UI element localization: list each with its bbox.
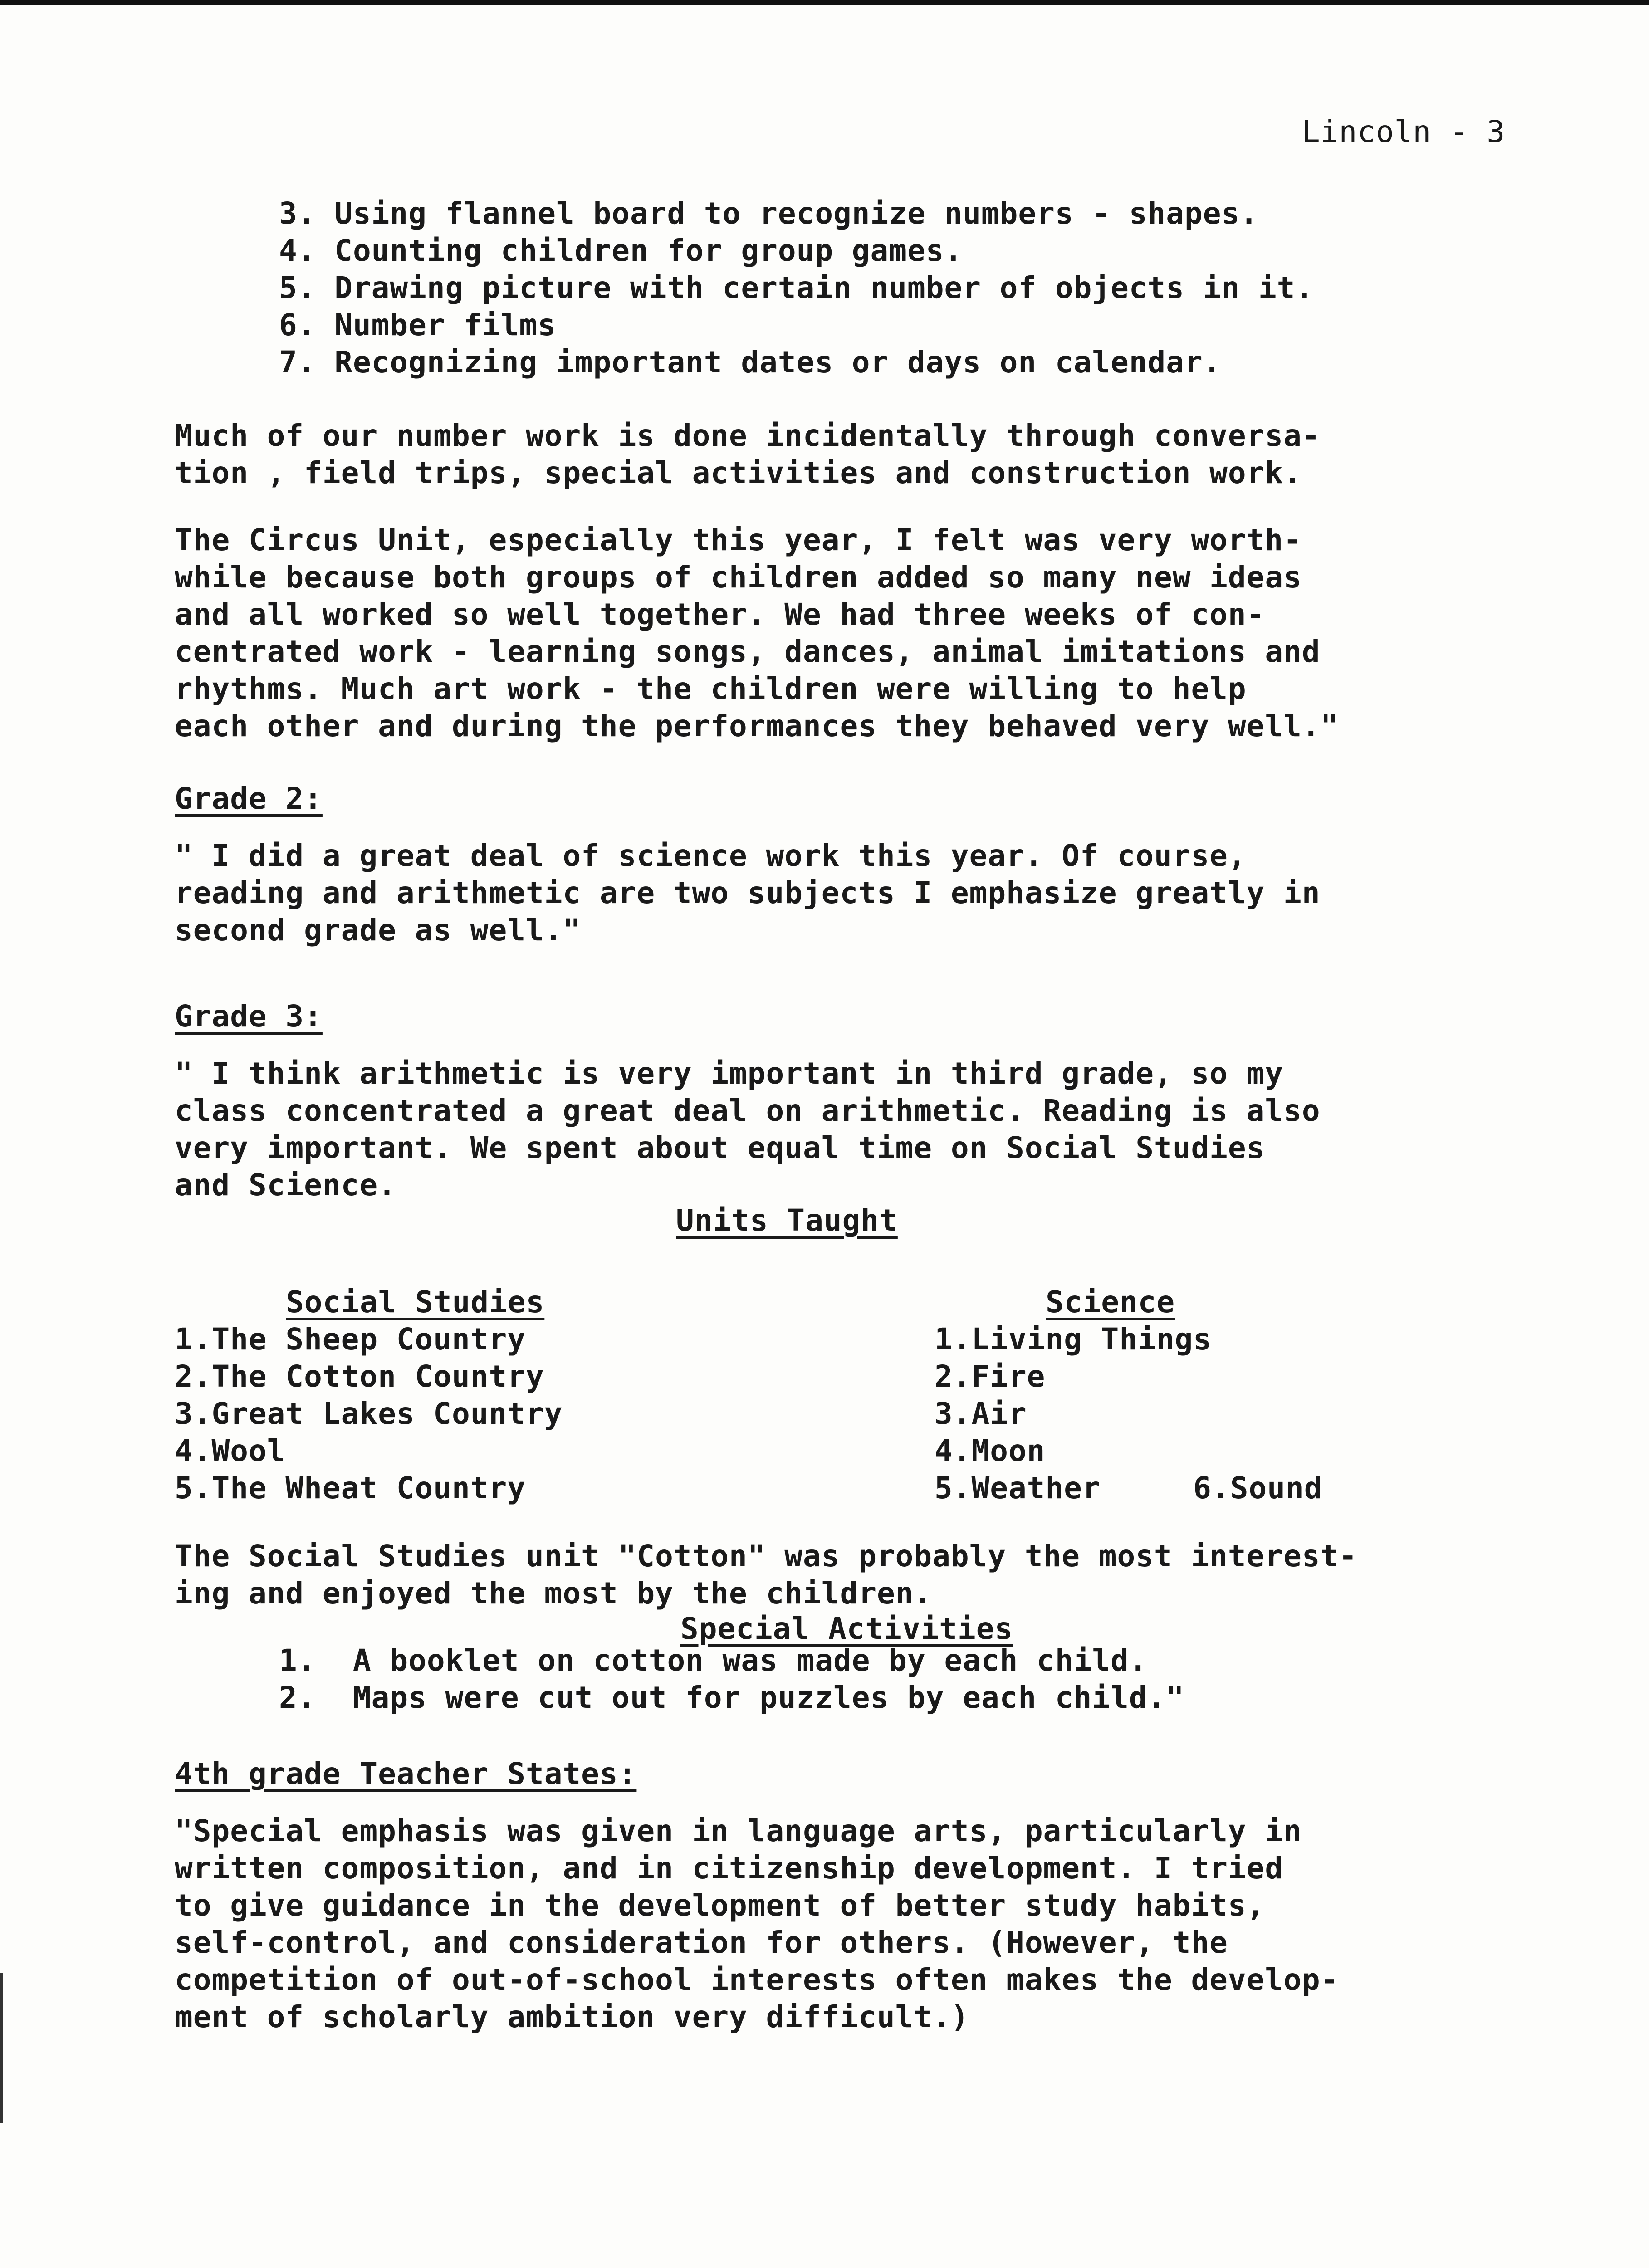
text-line: while because both groups of children added so many new ideas — [175, 560, 1302, 595]
text-line: rhythms. Much art work - the children were willing to help — [175, 671, 1247, 706]
text-line: The Social Studies unit "Cotton" was probably the most interest- — [175, 1539, 1358, 1574]
text-line: very important. We spent about equal time on Social Studies — [175, 1130, 1265, 1165]
text-line: competition of out-of-school interests often makes the develop- — [175, 1962, 1339, 1997]
special-activities-list — [279, 1642, 1184, 1716]
list-item: 2.The Cotton Country — [175, 1359, 544, 1394]
list-item: 3.Air — [935, 1396, 1027, 1431]
list-item: 5.Weather 6.Sound — [935, 1471, 1323, 1505]
list-item: 1. A booklet on cotton was made by each child. — [279, 1643, 1148, 1678]
list-item: 5. Drawing picture with certain number of objects in it. — [279, 270, 1314, 305]
list-item: 3. Using flannel board to recognize numbers - shapes. — [279, 196, 1258, 231]
text-line: and all worked so well together. We had three weeks of con- — [175, 597, 1265, 632]
special-activities-title: Special Activities — [680, 1611, 1013, 1646]
paragraph-cotton-unit — [175, 1538, 1558, 1612]
grade-2-heading: Grade 2: — [175, 781, 323, 816]
list-item: 5.The Wheat Country — [175, 1471, 526, 1505]
text-line: self-control, and consideration for others. (However, the — [175, 1925, 1228, 1960]
grade-2-section — [175, 780, 1558, 949]
list-item: 1.Living Things — [935, 1322, 1212, 1357]
text-line: written composition, and in citizenship development. I tried — [175, 1851, 1284, 1886]
text-line: second grade as well." — [175, 913, 582, 948]
list-item: 4. Counting children for group games. — [279, 233, 963, 268]
list-item: 6. Number films — [279, 308, 557, 342]
list-item: 2.Fire — [935, 1359, 1046, 1394]
scan-edge-mark — [0, 1973, 3, 2123]
list-item: 4.Moon — [935, 1433, 1046, 1468]
social-studies-heading: Social Studies — [286, 1285, 545, 1320]
text-line: ment of scholarly ambition very difficult.) — [175, 1999, 969, 2034]
text-line: The Circus Unit, especially this year, I felt was very worth- — [175, 523, 1302, 557]
text-line: to give guidance in the development of better study habits, — [175, 1888, 1265, 1923]
list-item: 4.Wool — [175, 1433, 286, 1468]
number-activities-list — [279, 195, 1649, 381]
text-line: " I did a great deal of science work this year. Of course, — [175, 838, 1247, 873]
paragraph-number-work — [175, 417, 1558, 492]
social-studies-column — [175, 1284, 563, 1507]
paragraph-circus-unit — [175, 522, 1558, 745]
text-line: " I think arithmetic is very important in third grade, so my — [175, 1056, 1284, 1091]
text-line: "Special emphasis was given in language arts, particularly in — [175, 1813, 1302, 1848]
grade-3-heading: Grade 3: — [175, 999, 323, 1034]
list-item: 7. Recognizing important dates or days on calendar. — [279, 345, 1222, 380]
science-column — [935, 1284, 1322, 1507]
list-item: 3.Great Lakes Country — [175, 1396, 563, 1431]
list-item: 2. Maps were cut out for puzzles by each child." — [279, 1680, 1185, 1715]
text-line: centrated work - learning songs, dances, animal imitations and — [175, 634, 1321, 669]
text-line: ing and enjoyed the most by the children. — [175, 1576, 933, 1611]
page-header-label: Lincoln - 3 — [1302, 114, 1506, 149]
text-line: and Science. — [175, 1168, 396, 1202]
text-line: tion , field trips, special activities and construction work. — [175, 455, 1302, 490]
science-heading: Science — [1046, 1285, 1175, 1320]
text-line: each other and during the performances they behaved very well." — [175, 709, 1339, 743]
text-line: reading and arithmetic are two subjects I emphasize greatly in — [175, 875, 1321, 910]
grade-4-heading: 4th grade Teacher States: — [175, 1756, 637, 1791]
units-taught-title: Units Taught — [676, 1203, 898, 1238]
grade-3-section — [175, 998, 1558, 1204]
text-line: class concentrated a great deal on arithmetic. Reading is also — [175, 1093, 1321, 1128]
list-item: 1.The Sheep Country — [175, 1322, 526, 1357]
grade-4-section — [175, 1755, 1558, 2036]
top-edge-rule — [0, 0, 1649, 5]
text-line: Much of our number work is done incidentally through conversa- — [175, 418, 1321, 453]
